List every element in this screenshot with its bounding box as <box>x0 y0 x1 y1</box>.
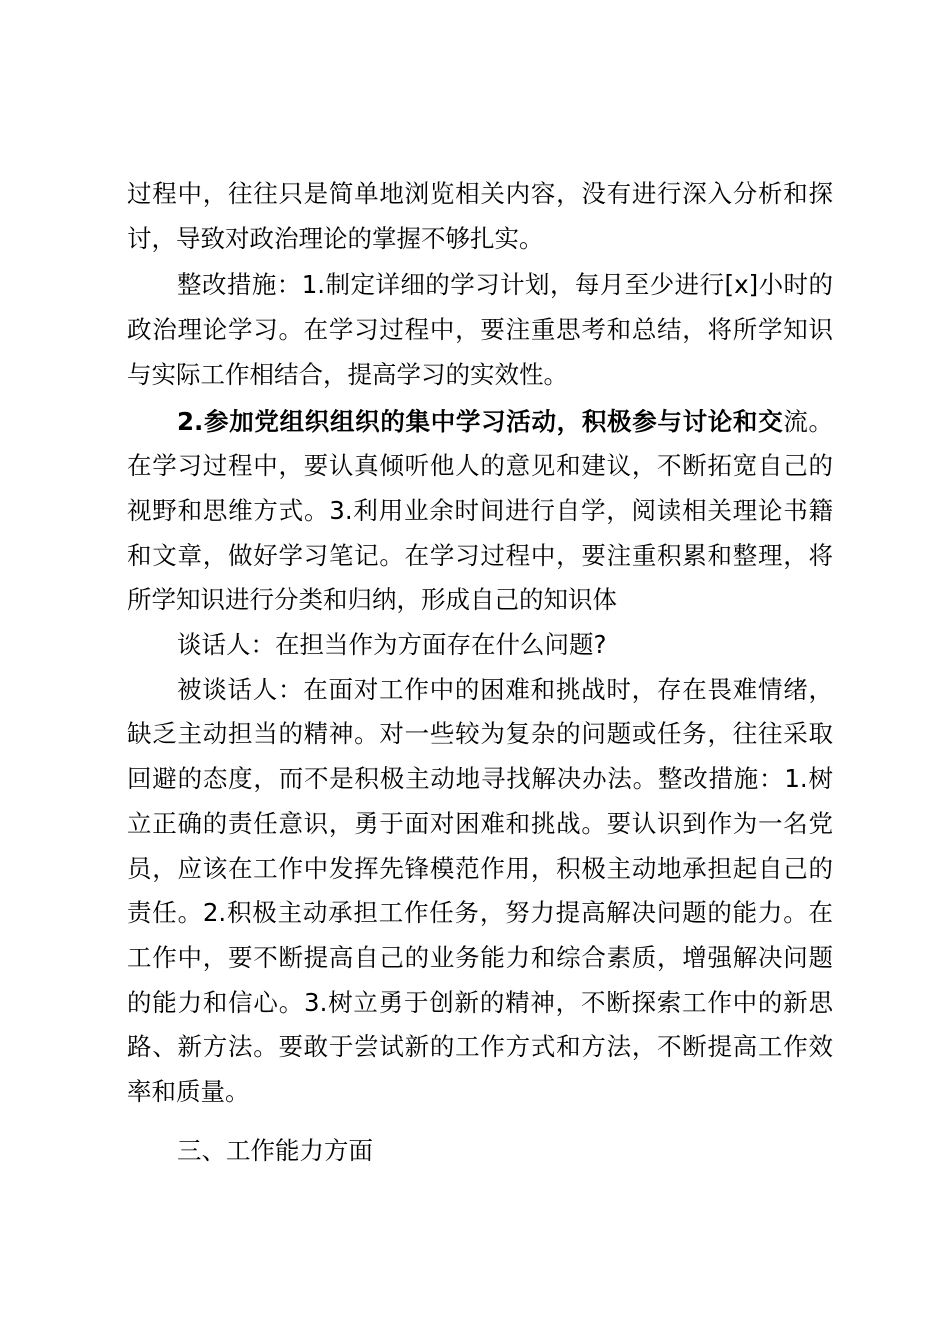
paragraph-continuation: 过程中，往往只是简单地浏览相关内容，没有进行深入分析和探讨，导致对政治理论的掌握不够扎实。 <box>127 179 833 253</box>
document-page <box>127 172 833 1173</box>
paragraph-study-activities <box>127 400 833 624</box>
section-heading: 三、工作能力方面 <box>177 1135 373 1165</box>
paragraph-interviewee-answer: 被谈话人：在面对工作中的困难和挑战时，存在畏难情绪，缺乏主动担当的精神。对一些较为复杂的问题或任务，往往采取回避的态度，而不是积极主动地寻找解决办法。整改措施：1.树立正确的责任意识，勇于面对困难和挑战。要认识到作为一名党员，应该在工作中发挥先锋模范作用，积极主动地承担起自己的责任。2.积极主动承担工作任务，努力提高解决问题的能力。在工作中，要不断提高自己的业务能力和综合素质，增强解决问题的能力和信心。3.树立勇于创新的精神，不断探索工作中的新思路、新方法。要敢于尝试新的工作方式和方法，不断提高工作效率和质量。 <box>127 674 833 1107</box>
paragraph-body: 流。在学习过程中，要认真倾听他人的意见和建议，不断拓宽自己的视野和思维方式。3.利用业余时间进行自学，阅读相关理论书籍和文章，做好学习笔记。在学习过程中，要注重积累和整理，将所学知识进行分类和归纳，形成自己的知识体 <box>127 406 833 615</box>
paragraph-interviewer-question: 谈话人：在担当作为方面存在什么问题? <box>177 630 607 660</box>
paragraph-bold-lead: 2.参加党组织组织的集中学习活动，积极参与讨论和交 <box>177 406 784 436</box>
paragraph-rectification-measures: 整改措施：1.制定详细的学习计划，每月至少进行[x]小时的政治理论学习。在学习过程中，要注重思考和总结，将所学知识与实际工作相结合，提高学习的实效性。 <box>127 270 833 389</box>
